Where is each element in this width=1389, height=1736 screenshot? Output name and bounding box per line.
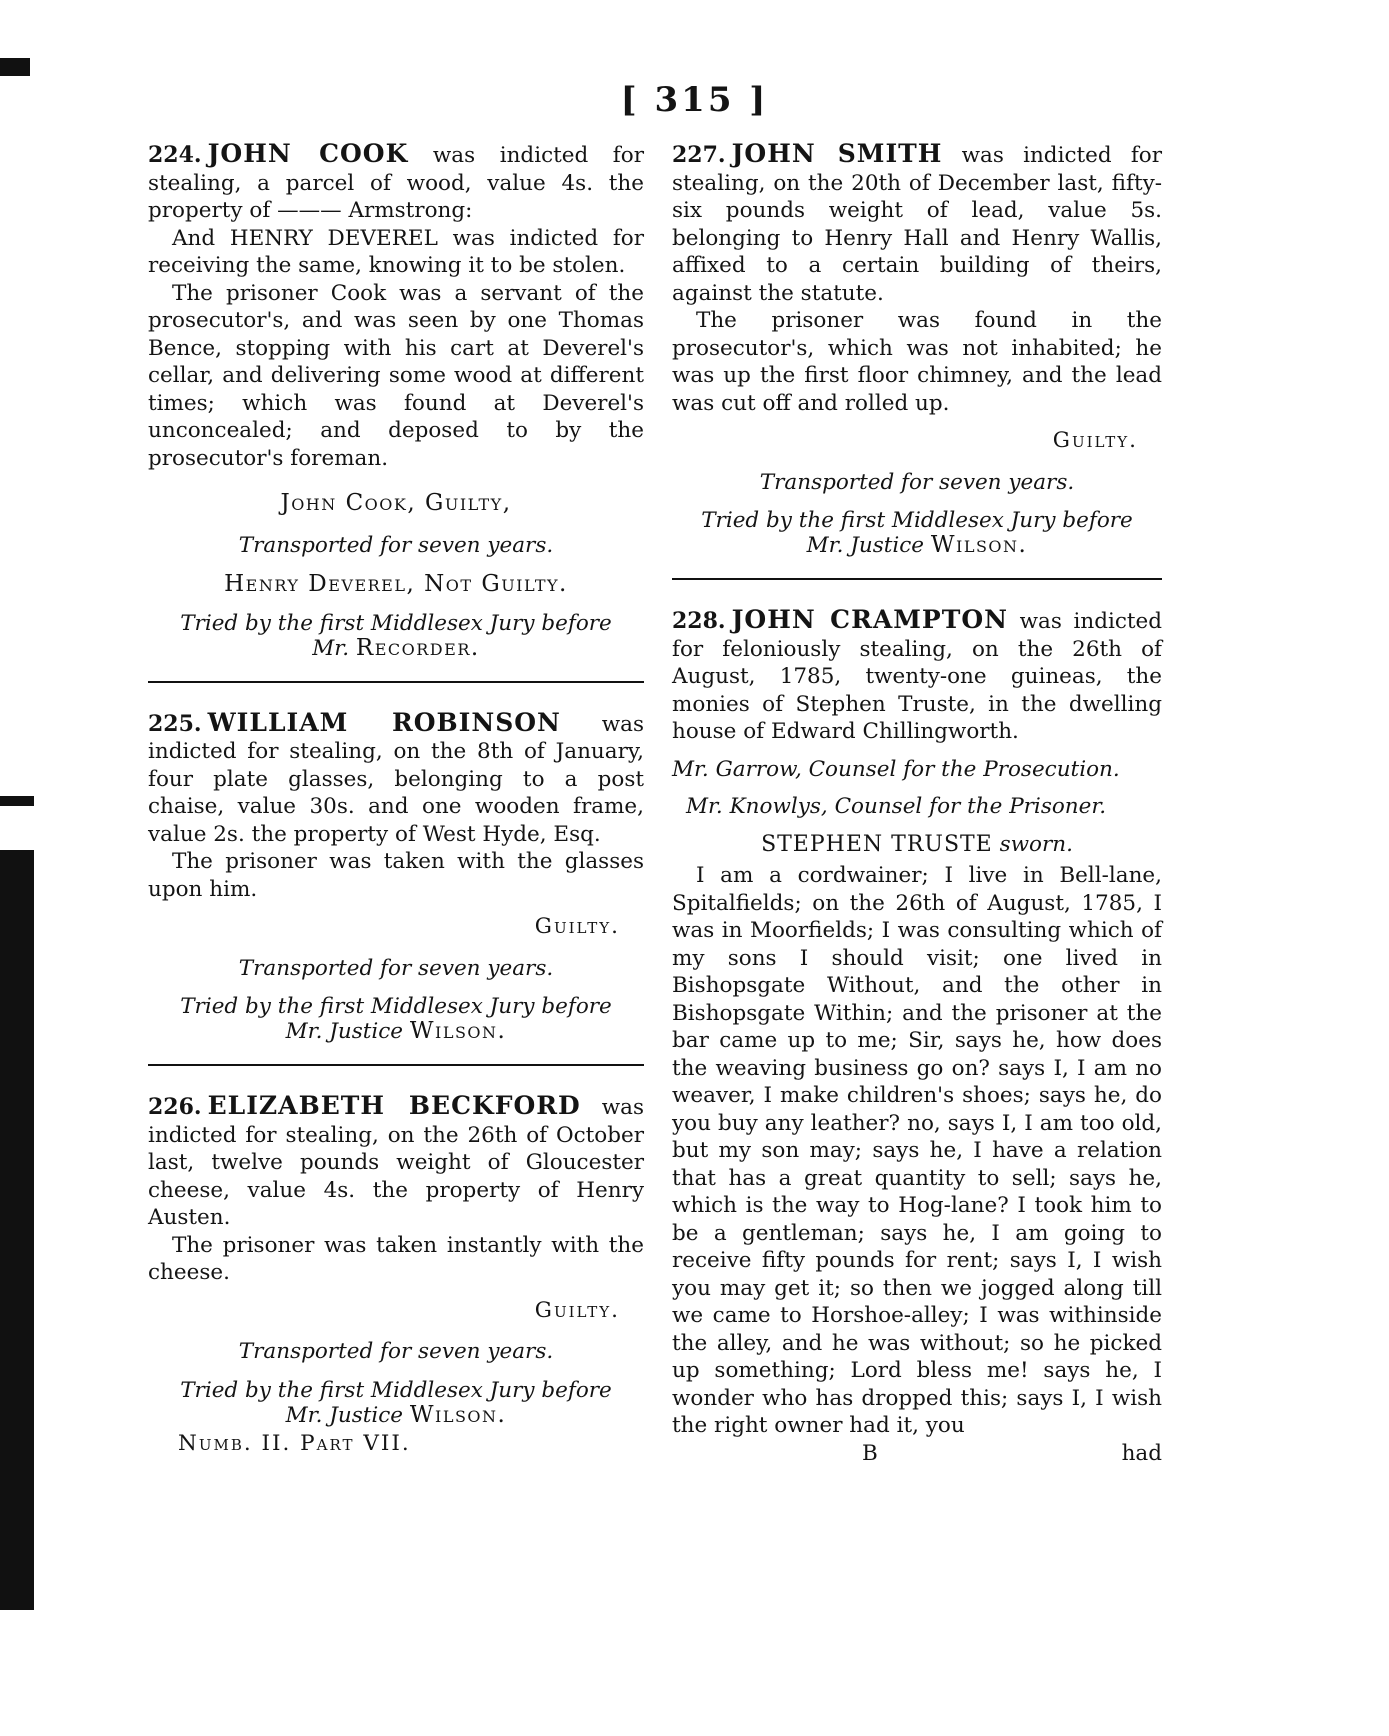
- signature-line: Numb. II. Part VII.: [178, 1430, 411, 1456]
- case-228: [672, 606, 1162, 1467]
- section-divider: [148, 1064, 644, 1066]
- witness-name: STEPHEN TRUSTE: [761, 831, 993, 857]
- judge-name: Wilson.: [409, 1018, 507, 1044]
- charge-text: was indicted for stealing, a parcel of wood, value 4s. the property of ——— Armstrong:: [148, 143, 644, 223]
- sentence-text: Transported for seven years.: [238, 955, 554, 981]
- testimony-text: The prisoner Cook was a servant of the prosecutor's, and was seen by one Thomas Bence, stopping with his cart at Deverel's cellar, and delivering some wood at different times; which was found at Deverel's unconcealed; and deposed to by the prosecutor's foreman.: [148, 280, 644, 471]
- judge-title: Mr. Justice: [285, 1402, 404, 1428]
- left-column: [148, 140, 644, 1457]
- judge-name: Recorder.: [355, 634, 480, 661]
- defendant-name: JOHN CRAMPTON: [731, 605, 1008, 634]
- defendant-name: ELIZABETH BECKFORD: [207, 1091, 581, 1120]
- defendant-name: WILLIAM ROBINSON: [207, 707, 561, 737]
- testimony-text: I am a cordwainer; I live in Bell-lane, Spitalfields; on the 26th of August, 1785, I was in Moorfields; I was consulting which of my sons I should visit; one lived in Bishopsgate Without, and the other in Bishopsgate Within; and the prisoner at the bar came up to me; Sir, says he, how does the weaving business go on? says I, I am no weaver, I make children's shoes; says he, do you buy any leather? no, says I, I am too old, but my son may; says he, I have a relation that has a great quantity to sell; says he, which is the way to Hog-lane? I took him to be a gentleman; says he, I am going to receive fifty pounds for rent; says I, I wish you may get it; so then we jogged along till we came to Horshoe-alley; I was withinside the alley, and he was without; so he picked up something; Lord bless me! says he, I wonder who has dropped this; says I, I wish the right owner had it, you: [672, 863, 1162, 1438]
- scan-edge-mark-top: [0, 58, 30, 76]
- case-number: 225.: [148, 710, 202, 737]
- verdict-text: John Cook, Guilty,: [280, 490, 512, 516]
- judge-title: Mr. Justice: [285, 1019, 404, 1044]
- case-number: 227.: [672, 142, 726, 168]
- verdict-text: Guilty.: [534, 914, 620, 939]
- section-divider: [672, 578, 1162, 580]
- sentence-text: Transported for seven years.: [759, 469, 1075, 495]
- testimony-text: The prisoner was taken with the glasses upon him.: [148, 849, 644, 902]
- judge-title: Mr. Justice: [806, 533, 925, 558]
- verdict-text: Guilty.: [1052, 428, 1138, 453]
- section-divider: [148, 681, 644, 683]
- case-226: [148, 1092, 644, 1457]
- counsel-prosecution: Mr. Garrow, Counsel for the Prosecution.: [672, 756, 1120, 782]
- sentence-text: Transported for seven years.: [238, 1339, 554, 1364]
- co-defendant-text: And HENRY DEVEREL was indicted for receiving the same, knowing it to be stolen.: [148, 225, 644, 278]
- scan-edge-bar: [0, 850, 34, 1610]
- defendant-name: JOHN COOK: [207, 139, 409, 168]
- catchword: had: [1121, 1440, 1162, 1466]
- right-column: [672, 140, 1162, 1467]
- tried-by-block: [148, 611, 644, 661]
- case-number: 226.: [148, 1094, 202, 1120]
- case-225: [148, 709, 644, 1045]
- case-number: 228.: [672, 608, 726, 634]
- defendant-name: JOHN SMITH: [731, 139, 943, 168]
- charge-text: was indicted for stealing, on the 20th of December last, fifty-six pounds weight of lead, value 5s. belonging to Henry Hall and Henry Wallis, affixed to a certain building of theirs, against the statute.: [672, 143, 1162, 306]
- counsel-prisoner: Mr. Knowlys, Counsel for the Prisoner.: [686, 794, 1107, 819]
- testimony-text: The prisoner was found in the prosecutor's, which was not inhabited; he was up the first floor chimney, and the lead was cut off and rolled up.: [672, 308, 1162, 416]
- judge-title: Mr.: [312, 635, 350, 661]
- charge-text: was indicted for stealing, on the 26th of October last, twelve pounds weight of Gloucester cheese, value 4s. the property of Henry Austen.: [148, 1095, 644, 1230]
- page-number: [ 315 ]: [620, 80, 769, 120]
- judge-name: Wilson.: [409, 1401, 507, 1428]
- testimony-text: The prisoner was taken instantly with the cheese.: [148, 1232, 644, 1285]
- scan-edge-mark-middle: [0, 796, 34, 806]
- tried-by-line: Tried by the first Middlesex Jury before: [180, 994, 612, 1019]
- case-number: 224.: [148, 142, 202, 168]
- sentence-text: Transported for seven years.: [238, 532, 554, 558]
- charge-text: was indicted for stealing, on the 8th of January, four plate glasses, belonging to a post chaise, value 30s. and one wooden frame, value 2s. the property of West Hyde, Esq.: [148, 711, 644, 847]
- charge-text: was indicted for feloniously stealing, on the 26th of August, 1785, twenty-one guineas, the monies of Stephen Truste, in the dwelling house of Edward Chillingworth.: [672, 609, 1163, 744]
- tried-by-block: [672, 508, 1162, 558]
- signature-mark: B: [862, 1440, 878, 1466]
- tried-by-block: [148, 1378, 644, 1428]
- tried-by-block: [148, 994, 644, 1044]
- sworn-label: sworn.: [999, 831, 1073, 857]
- case-227: [672, 140, 1162, 558]
- tried-by-line: Tried by the first Middlesex Jury before: [701, 508, 1133, 533]
- case-224: [148, 140, 644, 661]
- tried-by-line: Tried by the first Middlesex Jury before: [180, 610, 612, 636]
- verdict-text: Guilty.: [534, 1297, 620, 1323]
- tried-by-line: Tried by the first Middlesex Jury before: [180, 1377, 612, 1403]
- judge-name: Wilson.: [930, 532, 1028, 558]
- verdict-text: Henry Deverel, Not Guilty.: [224, 571, 568, 597]
